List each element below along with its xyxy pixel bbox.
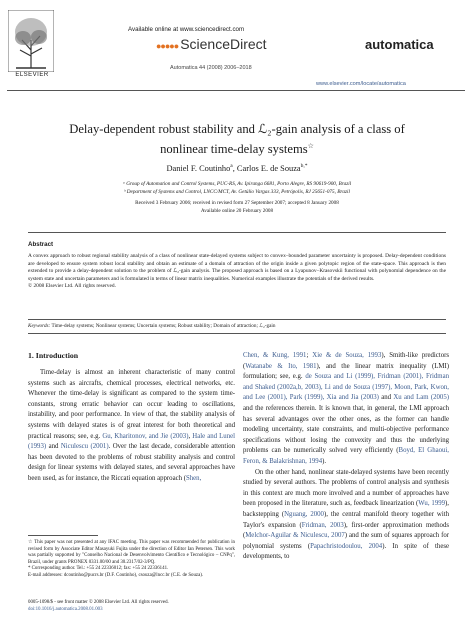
author-1: Daniel F. Coutinho bbox=[166, 163, 231, 173]
elsevier-tree-logo bbox=[8, 10, 54, 72]
header-rule bbox=[7, 90, 465, 91]
citation-link[interactable]: Niculescu (2001) bbox=[60, 443, 109, 451]
abstract-heading: Abstract bbox=[28, 241, 54, 248]
title-line-2: nonlinear time-delay systems bbox=[160, 142, 308, 157]
citation-link[interactable]: Chen, & Kung, 1991 bbox=[243, 352, 307, 359]
intro-paragraph-1-continued: Chen, & Kung, 1991; Xie & de Souza, 1993), Smith-like predictors (Watanabe & Ito, 1981), and the linear matrix inequality (LMI) formulation; see, e.g. de Souza and Li (1999), Fridman (2001), Fridman and Shaked (2002a,b, 2003), Li and de Souza (1997), Moon, Park, Kwon, and Lee (2001), Park (1999), Xia and Jia (2003) and Xu and Lam (2005) and the references therein. It is known that, in general, the LMI approach has several advantages over the other ones, as the former can handle modeling uncertainty, state constraints, and multi-objective performance specifications without losing the convexity and thus the underlying problems can be numerically solved very efficiently (Boyd, El Ghaoui, Feron, & Balakrishnan, 1994). bbox=[243, 352, 450, 465]
sciencedirect-name: ScienceDirect bbox=[180, 36, 267, 52]
intro-paragraph-1: Time-delay is almost an inherent characteristic of many control systems such as aircrafts, chemical processes, electrical networks, etc. Whenever the time-delay is significant as compared to the system time-constants, strong erratic behavior can occur leading to oscillations, instability, and poor performance. In view of that, the stability analysis of systems with delayed states is of great interest for both theoretical and practical reasons; see, e.g. Gu, Kharitonov, and Jie (2003), Hale and Lunel (1993) and Niculescu (2001). Over the last decade, considerable attention has been devoted to the problems of robust stability analysis and control design for linear systems with delayed states, and several approaches have been used, as for instance, the Riccati equation approach (Shen, bbox=[28, 369, 235, 482]
sciencedirect-dots-icon: ●●●●● bbox=[156, 41, 179, 51]
received-dates: Received 3 February 2006; received in revised form 27 September 2007; accepted 8 January 2008 bbox=[135, 200, 339, 206]
author-2: Carlos E. de Souza bbox=[236, 163, 301, 173]
abstract-top-rule bbox=[28, 232, 446, 233]
citation-link[interactable]: Fridman, 2003 bbox=[301, 521, 344, 529]
right-column bbox=[243, 351, 449, 563]
author-1-affil-mark[interactable]: a bbox=[230, 163, 233, 169]
keywords bbox=[28, 323, 446, 329]
footnote-email: E-mail addresses: dcoutinho@pucrs.br (D.F. Coutinho), csouza@lncc.br (C.E. de Souza). bbox=[28, 572, 204, 578]
article-history bbox=[20, 200, 454, 215]
citation-link[interactable]: Melchor-Aguilar & Niculescu, 2007 bbox=[245, 532, 345, 540]
publisher-name: ELSEVIER bbox=[15, 72, 49, 78]
citation-link[interactable]: Watanabe & Ito, 1981 bbox=[245, 362, 317, 370]
citation-link[interactable]: Xu and Lam (2005) bbox=[393, 394, 449, 402]
author-list: Daniel F. Coutinho$^a$, Carlos E. de Souza$^{b,*}$ bbox=[166, 163, 308, 173]
citation-link[interactable]: Wu, 1999 bbox=[418, 500, 446, 508]
article-title bbox=[20, 121, 454, 158]
left-column bbox=[28, 351, 235, 485]
section-heading-introduction: 1. Introduction bbox=[28, 351, 79, 360]
issn-and-doi bbox=[28, 600, 258, 613]
journal-citation: Automatica 44 (2008) 2006–2018 bbox=[170, 65, 252, 71]
citation-link[interactable]: Nguang, 2000 bbox=[284, 510, 324, 518]
affiliation-a: ᵃ Group of Automation and Control Systems, PUC-RS, Av. Ipiranga 6681, Porto Alegre, RS 90619-900, Brazil bbox=[122, 181, 352, 187]
footnotes bbox=[28, 540, 235, 580]
footnote-corresponding-author: * Corresponding author. Tel.: +55 24 22336012; fax: +55 24 22336141. bbox=[28, 566, 169, 572]
intro-paragraph-2: On the other hand, nonlinear state-delayed systems have been recently studied by several authors. The problems of control analysis and synthesis in this context are much more involved and a number of approaches have been proposed in the literature, such as, feedback linearization (Wu, 1999), backstepping (Nguang, 2000), the central manifold theory together with Taylor's expansion (Fridman, 2003), first-order approximation methods (Melchor-Aguilar & Niculescu, 2007) and the sum of squares approach for polynomial systems (Papachristodoulou, 2004). In spite of these developments, to bbox=[243, 468, 450, 561]
author-2-affil-mark[interactable]: b,* bbox=[300, 163, 308, 169]
title-line-1: Delay-dependent robust stability and ℒ₂-gain analysis of a class of bbox=[69, 122, 405, 136]
sciencedirect-logo bbox=[156, 36, 267, 54]
affiliations bbox=[20, 181, 454, 196]
citation-link[interactable]: Shen, bbox=[185, 474, 202, 482]
footnote-rule bbox=[28, 535, 98, 536]
online-date: Available online 20 February 2008 bbox=[200, 207, 274, 214]
title-footnote-mark[interactable]: ☆ bbox=[307, 142, 314, 150]
abstract-copyright: © 2008 Elsevier Ltd. All rights reserved. bbox=[28, 283, 116, 290]
affiliation-b: ᵇ Department of Systems and Control, LNCC/MCT, Av. Getúlio Vargas 333, Petrópolis, RJ 25651-075, Brazil bbox=[124, 188, 350, 195]
footnote-editorial: ☆ This paper was not presented at any IFAC meeting. This paper was recommended for publication in revised form by Associate Editor Masayuki Fujita under the direction of Editor Ian Petersen. This work was partially supported by "Conselho Nacional de Desenvolvimento Científico e Tecnológico – CNPq", Brazil, under grants PRONEX 0331.00/00 and 30.2317/02-3/PQ. bbox=[28, 540, 235, 565]
online-availability-note: Available online at www.sciencedirect.com bbox=[128, 26, 245, 33]
keywords-label: Keywords: bbox=[28, 323, 51, 329]
keywords-list: Time-delay systems; Nonlinear systems; Uncertain systems; Robust stability; Domain of attraction; ℒ₂-gain bbox=[51, 323, 276, 329]
keywords-rule bbox=[28, 319, 446, 320]
citation-link[interactable]: Hale and Lunel (1993) bbox=[28, 432, 235, 451]
abstract-body bbox=[28, 253, 446, 291]
citation-link[interactable]: Papachristodoulou, 2004 bbox=[310, 542, 383, 550]
body-top-rule bbox=[28, 333, 446, 334]
doi-link[interactable]: doi:10.1016/j.automatica.2008.01.003 bbox=[28, 606, 103, 612]
citation-link[interactable]: Xie & de Souza, 1993 bbox=[312, 352, 382, 359]
citation-link[interactable]: de Souza and Li (1999), Fridman (2001), Fridman and Shaked (2002a,b, 2003), Li and de Souza (1997), Moon, Park, Kwon, and Lee (2001), Park (1999), Xia and Jia (2003) bbox=[243, 373, 449, 402]
abstract-text: A convex approach to robust regional stability analysis of a class of nonlinear state-delayed systems subject to convex–bounded parameter uncertainty is proposed. Delay-dependent conditions are developed to ensure system robust local stability and obtain an estimate of a domain of attraction of the origin inside a given polytopic region of the state-space. This approach is then extended to provide a delay-dependent solution to the problem of ℒ₂-gain analysis. The proposed approach is based on a Lyapunov–Krasovskii functional with polynomial dependence on the system state and uncertain parameters and is formulated in terms of linear matrix inequalities. Numerical examples illustrate the potentials of the derived results. bbox=[28, 253, 446, 282]
citation-link[interactable]: Boyd, El Ghaoui, Feron, & Balakrishnan, 1994 bbox=[243, 447, 450, 465]
citation-link[interactable]: Gu, Kharitonov, and Jie (2003) bbox=[102, 432, 189, 440]
journal-url-link[interactable]: www.elsevier.com/locate/automatica bbox=[316, 81, 406, 87]
issn-line: 0005-1098/$ - see front matter © 2008 Elsevier Ltd. All rights reserved. bbox=[28, 600, 169, 605]
journal-logo: automatica bbox=[365, 37, 434, 52]
